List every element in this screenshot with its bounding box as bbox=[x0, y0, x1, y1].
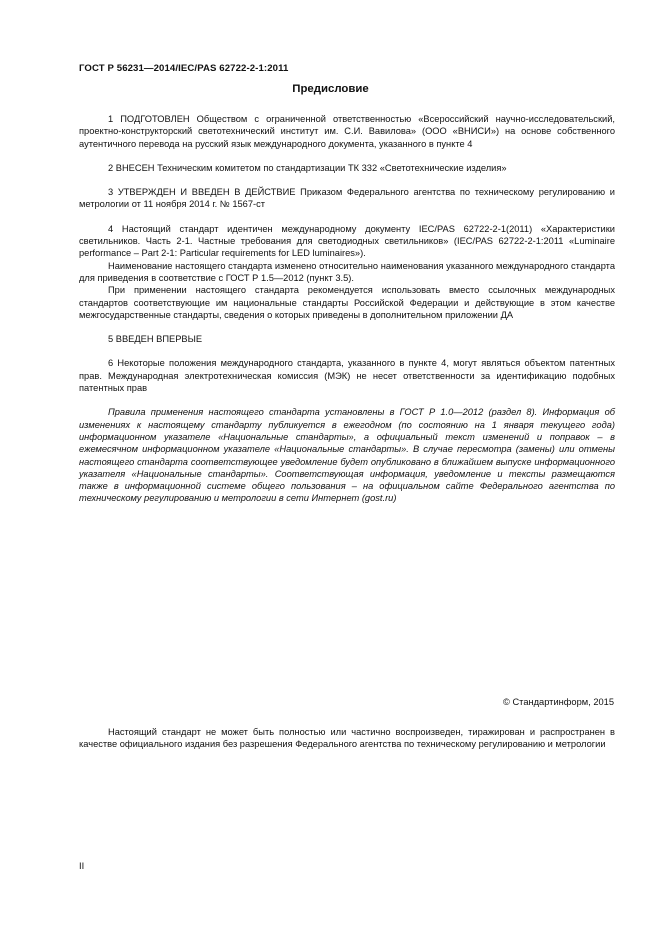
paragraph-name-change: Наименование настоящего стандарта изменено относительно наименования указанного международного стандарта для приведения в соответствие с ГОСТ Р 1.5—2012 (пункт 3.5). bbox=[79, 260, 615, 283]
copyright: © Стандартинформ, 2015 bbox=[503, 697, 614, 707]
reproduction-notice-block bbox=[79, 726, 615, 751]
paragraph-references: При применении настоящего стандарта рекомендуется использовать вместо ссылочных международных стандартов соответствующие им национальные стандарты Российской Федерации и действующие в этом качестве межгосударственные стандарты, сведения о которых приведены в дополнительном приложении ДА bbox=[79, 285, 615, 320]
paragraph-approved: 3 УТВЕРЖДЕН И ВВЕДЕН В ДЕЙСТВИЕ Приказом Федерального агентства по техническому регулированию и метрологии от 11 ноября 2014 г. № 1567-ст bbox=[79, 187, 615, 210]
preface-body bbox=[79, 113, 615, 505]
paragraph-prepared: 1 ПОДГОТОВЛЕН Обществом с ограниченной ответственностью «Всероссийский научно-исследовательский, проектно-конструкторский светотехнический институт им. С.И. Вавилова» (ООО «ВНИСИ») на основе собственного аутентичного перевода на русский язык международного документа, указанного в пункте 4 bbox=[79, 114, 615, 149]
page-number: II bbox=[79, 861, 85, 871]
reproduction-notice: Настоящий стандарт не может быть полностью или частично воспроизведен, тиражирован и распространен в качестве официального издания без разрешения Федерального агентства по техническому регулированию и метрологии bbox=[79, 727, 615, 750]
standard-code-header: ГОСТ Р 56231—2014/IEC/PAS 62722-2-1:2011 bbox=[79, 63, 289, 74]
paragraph-introduced: 2 ВНЕСЕН Техническим комитетом по стандартизации ТК 332 «Светотехнические изделия» bbox=[108, 162, 507, 173]
paragraph-patents: 6 Некоторые положения международного стандарта, указанного в пункте 4, могут являться объектом патентных прав. Международная электротехническая комиссия (МЭК) не несет ответственности за идентификацию подобных патентных прав bbox=[79, 358, 615, 394]
paragraph-first-introduced: 5 ВВЕДЕН ВПЕРВЫЕ bbox=[108, 334, 203, 345]
paragraph-notice: Правила применения настоящего стандарта установлены в ГОСТ Р 1.0—2012 (раздел 8). Информация об изменениях к настоящему стандарту публикуется в ежегодном (по состоянию на 1 января текущего года) информационном указателе «Национальные стандарты», а официальный текст изменений и поправок – в ежемесячном информационном указателе «Национальные стандарты». В случае пересмотра (замены) или отмены настоящего стандарта соответствующее уведомление будет опубликовано в ближайшем выпуске информационного указателя «Национальные стандарты». Соответствующая информация, уведомление и тексты размещаются также в информационной системе общего пользования – на официальном сайте Федерального агентства по техническому регулированию и метрологии в сети Интернет (gost.ru) bbox=[79, 407, 615, 504]
page-title: Предисловие bbox=[292, 83, 369, 95]
paragraph-identical: 4 Настоящий стандарт идентичен международному документу IEC/PAS 62722-2-1(2011) «Характеристики светильников. Часть 2-1. Частные требования для светодиодных светильников» (IEC/PAS 62722-2-1:2011 «Luminaire performance – Part 2-1: Particular requirements for LED luminaires»). bbox=[79, 223, 615, 259]
